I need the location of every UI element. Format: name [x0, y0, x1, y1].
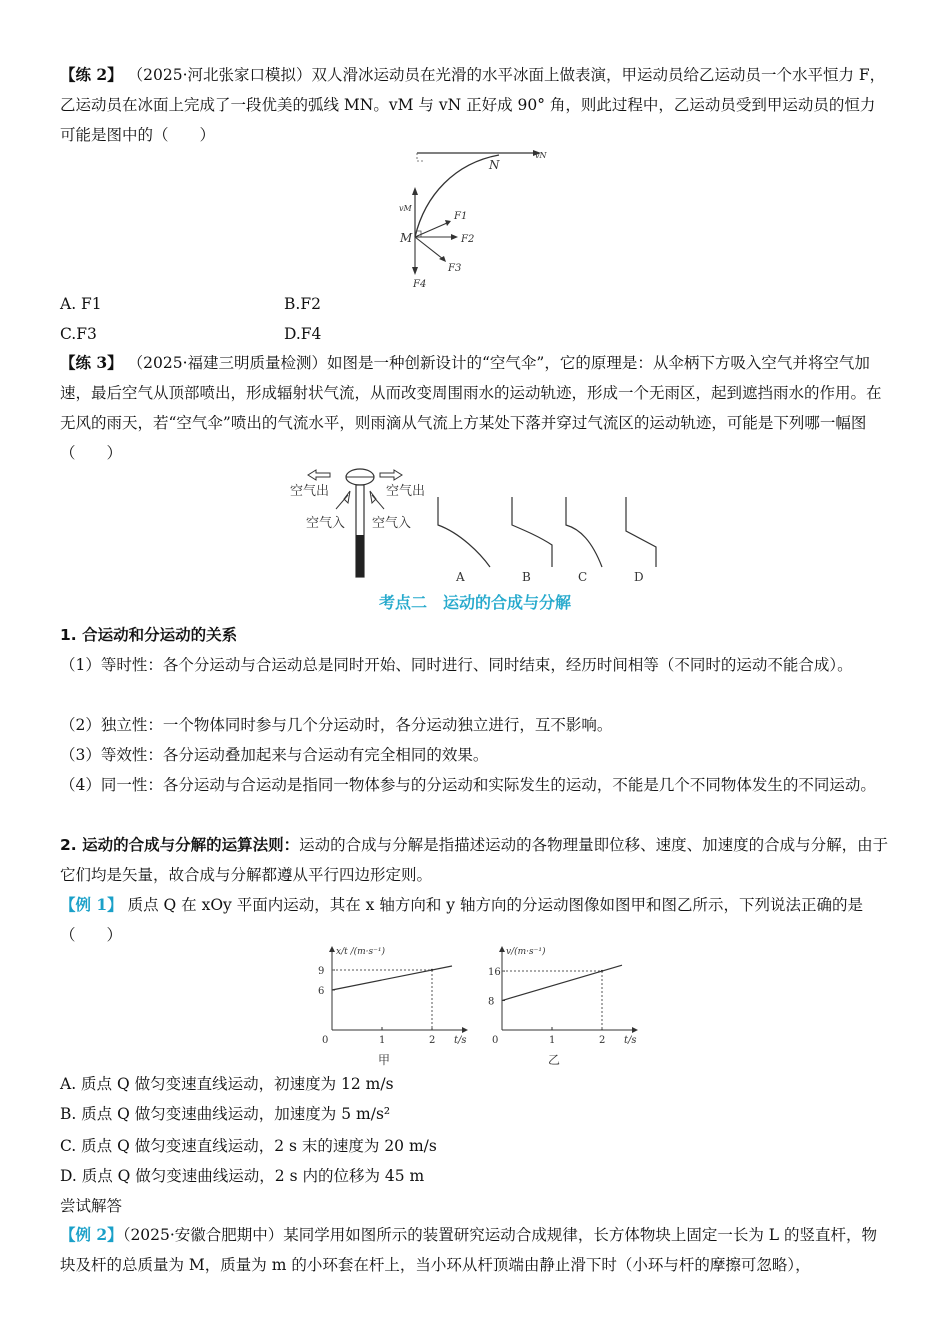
- subsection-1-title: 1. 合运动和分运动的关系: [60, 626, 238, 644]
- label-F4: F4: [413, 279, 427, 290]
- label-M: M: [400, 231, 413, 245]
- y-axis-label: v/(m·s⁻¹): [506, 947, 546, 957]
- y-axis-label: x/t /(m·s⁻¹): [336, 947, 386, 957]
- label-air-in-left: 空气入: [306, 516, 346, 531]
- subsection-2-title: 2. 运动的合成与分解的运算法则：: [60, 836, 300, 854]
- option-a[interactable]: A. F1: [60, 295, 102, 313]
- label-F1: F1: [454, 211, 468, 222]
- label-air-in-right: 空气入: [372, 516, 412, 531]
- option-c[interactable]: C.F3: [60, 325, 97, 343]
- option-d[interactable]: D.F4: [284, 325, 322, 343]
- example-1-body: 质点 Q 在 xOy 平面内运动，其在 x 轴方向和 y 轴方向的分运动图像如图甲和图乙所示，下列说法正确的是（ ）: [60, 896, 863, 944]
- choice-d-label: D: [634, 570, 644, 584]
- subsection-2-body: 运动的合成与分解是指描述运动的各物理量即位移、速度、加速度的合成与分解，由于它们均是矢量，故合成与分解都遵从平行四边形定则。: [60, 836, 889, 884]
- example-1-option-b[interactable]: B. 质点 Q 做匀变速曲线运动，加速度为 5 m/s²: [60, 1105, 391, 1123]
- label-F3: F3: [448, 263, 462, 274]
- example-1-tag: 【例 1】: [60, 895, 123, 914]
- x-tick-label: 1: [379, 1035, 386, 1046]
- chart-title-yi: 乙: [548, 1053, 561, 1067]
- x-tick-label: 2: [429, 1035, 436, 1046]
- x-tick-label: 2: [599, 1035, 606, 1046]
- exercise-2-body: （2025·河北张家口模拟）双人滑冰运动员在光滑的水平冰面上做表演，甲运动员给乙运动员一个水平恒力 F，乙运动员在冰面上完成了一段优美的弧线 MN。vM 与 vN 正好成 90° 角，则此过程中，乙运动员受到甲运动员的恒力可能是图中的（ ）: [60, 66, 886, 144]
- exercise-2-tag: 【练 2】: [60, 65, 123, 84]
- exercise-3-body: （2025·福建三明质量检测）如图是一种创新设计的“空气伞”，它的原理是：从伞柄下方吸入空气并将空气加速，最后空气从顶部喷出，形成辐射状气流，从而改变周围雨水的运动轨迹，形成一个无雨区，起到遮挡雨水的作用。在无风的雨天，若“空气伞”喷出的气流水平，则雨滴从气流上方某处下落并穿过气流区的运动轨迹，可能是下列哪一幅图（ ）: [60, 354, 882, 462]
- series-line: [502, 965, 622, 1000]
- item-simultaneity: （1）等时性：各个分运动与合运动总是同时开始、同时进行、同时结束，经历时间相等（不同时的运动不能合成）。: [60, 656, 853, 674]
- choice-c-label: C: [578, 570, 588, 584]
- try-answer: 尝试解答: [60, 1197, 123, 1215]
- label-F2: F2: [461, 234, 475, 245]
- exercise-3-text: [60, 348, 890, 468]
- exercise-3-tag: 【练 3】: [60, 353, 123, 372]
- example-1-option-c[interactable]: C. 质点 Q 做匀变速直线运动，2 s 末的速度为 20 m/s: [60, 1137, 437, 1155]
- example-1-option-d[interactable]: D. 质点 Q 做匀变速曲线运动，2 s 内的位移为 45 m: [60, 1167, 425, 1185]
- y-tick-label: 8: [488, 996, 495, 1008]
- y-tick-label: 9: [318, 966, 325, 977]
- y-tick-label: 6: [318, 986, 325, 997]
- item-equivalence: （3）等效性：各分运动叠加起来与合运动有完全相同的效果。: [60, 746, 489, 764]
- example-1-text: [60, 890, 890, 950]
- chart-title-jia: 甲: [378, 1053, 391, 1067]
- ice-skating-force-figure: [395, 145, 565, 290]
- subsection-2: [60, 830, 890, 890]
- example-2-tag: 【例 2】: [60, 1225, 123, 1244]
- label-air-out-left: 空气出: [290, 484, 330, 499]
- air-umbrella-figure: [288, 465, 438, 585]
- exercise-2-text: [60, 60, 890, 150]
- item-identity: （4）同一性：各分运动与合运动是指同一物体参与的分运动和实际发生的运动，不能是几个不同物体发生的不同运动。: [60, 776, 876, 794]
- item-independence: （2）独立性：一个物体同时参与几个分运动时，各分运动独立进行，互不影响。: [60, 716, 613, 734]
- label-N: N: [489, 158, 500, 172]
- x-tick-label: 1: [549, 1035, 556, 1046]
- label-vM: vM: [399, 204, 412, 213]
- choice-a-label: A: [456, 570, 465, 584]
- chart-yi: [480, 947, 640, 1072]
- rain-trajectory-choices: [430, 495, 680, 587]
- example-2-body: （2025·安徽合肥期中）某同学用如图所示的装置研究运动合成规律，长方体物块上固定一长为 L 的竖直杆，物块及杆的总质量为 M，质量为 m 的小环套在杆上，当小环从杆顶端由静止滑下时（小环与杆的摩擦可忽略），: [60, 1226, 877, 1274]
- x-tick-label: 0: [492, 1035, 499, 1046]
- chart-jia: [310, 947, 470, 1072]
- label-air-out-right: 空气出: [386, 484, 426, 499]
- example-2-text: [60, 1220, 890, 1280]
- x-axis-label: t/s: [624, 1035, 637, 1046]
- x-axis-label: t/s: [454, 1035, 467, 1046]
- option-b[interactable]: B.F2: [284, 295, 321, 313]
- label-vN: vN: [535, 151, 547, 160]
- x-axis-arrow: [632, 1027, 638, 1033]
- y-tick-label: 16: [488, 967, 501, 979]
- choice-b-label: B: [522, 570, 531, 584]
- section-heading: 考点二 运动的合成与分解: [378, 593, 571, 612]
- example-1-option-a[interactable]: A. 质点 Q 做匀变速直线运动，初速度为 12 m/s: [60, 1075, 394, 1093]
- x-axis-arrow: [462, 1027, 468, 1033]
- x-tick-label: 0: [322, 1035, 329, 1046]
